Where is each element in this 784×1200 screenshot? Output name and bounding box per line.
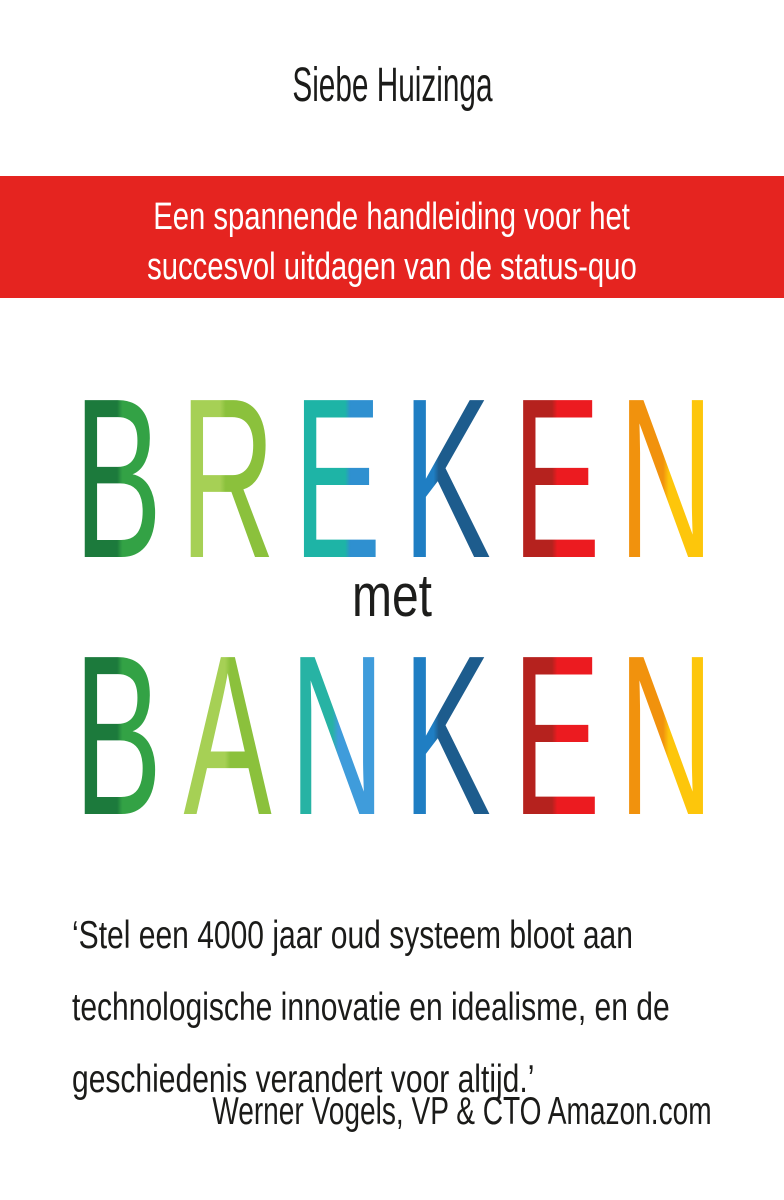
title-letter-e: E (293, 391, 382, 563)
title-letter-k: K (402, 391, 491, 563)
quote-line-2: technologische innovatie en idealisme, en de (72, 986, 670, 1029)
title-letter-n: N (618, 391, 714, 563)
title-word-breken (0, 391, 784, 563)
title-word-banken (0, 648, 784, 820)
title-letter-e: E (512, 391, 601, 563)
quote-line-3: geschiedenis verandert voor altijd.’ (72, 1058, 535, 1101)
quote-line-1: ‘Stel een 4000 jaar oud systeem bloot aan (72, 914, 633, 957)
author-name (0, 59, 784, 112)
title-letter-n: N (289, 648, 385, 820)
title-letter-e: E (512, 648, 601, 820)
tagline-line-2: succesvol uitdagen van de status-quo (147, 246, 637, 288)
quote-block (72, 900, 732, 1116)
title-letter-k: K (402, 648, 491, 820)
title-letter-n: N (618, 648, 714, 820)
tagline-banner (0, 176, 784, 298)
title-letter-r: R (179, 391, 276, 563)
attribution: Werner Vogels, VP & CTO Amazon.com (212, 1090, 712, 1133)
title-letter-b: B (73, 648, 163, 820)
tagline-line-1: Een spannende handleiding voor het (153, 196, 631, 238)
author-name-text: Siebe Huizinga (291, 59, 493, 112)
title-letter-b: B (73, 391, 163, 563)
title-connector-met: met (351, 562, 433, 629)
title-letter-a: A (183, 648, 272, 820)
